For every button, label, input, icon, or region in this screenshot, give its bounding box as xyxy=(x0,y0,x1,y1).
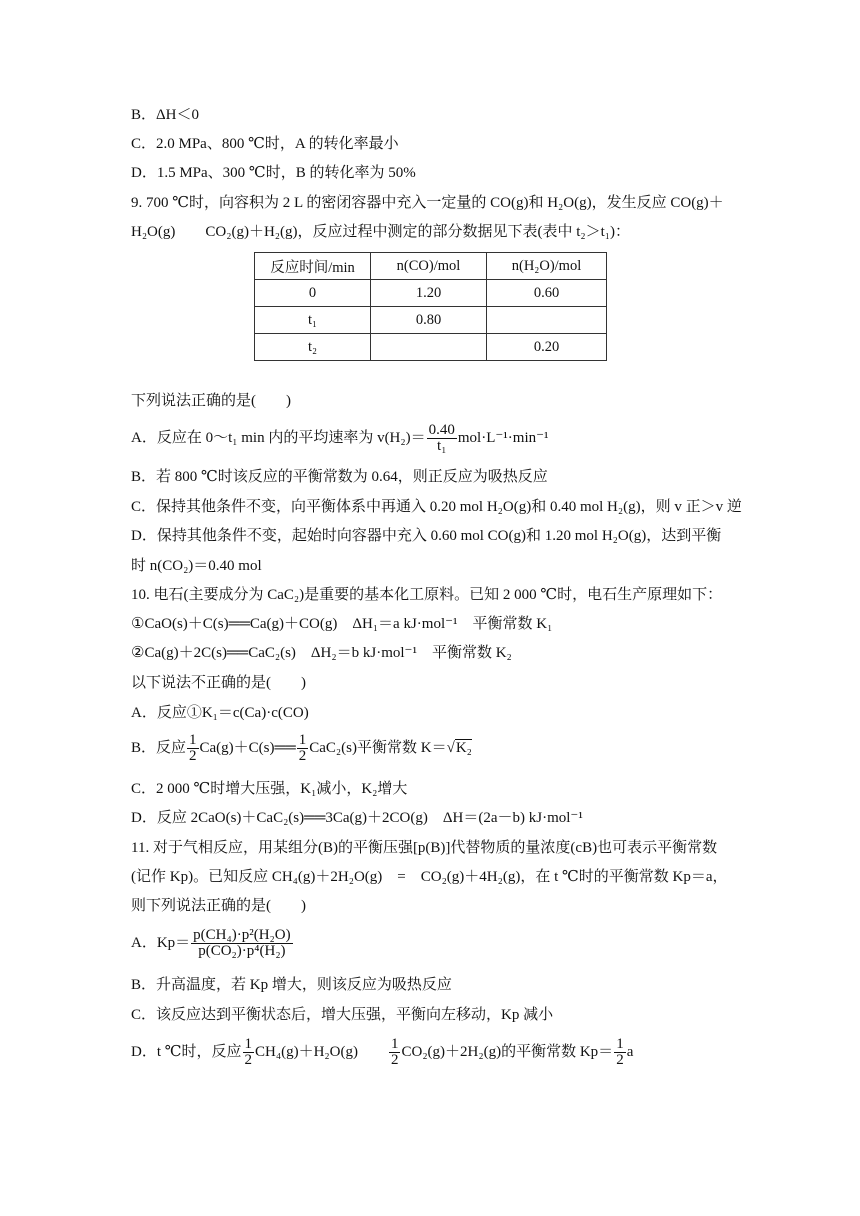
q9-option-d-line1: D．保持其他条件不变，起始时向容器中充入 0.60 mol CO(g)和 1.20 mol H₂O(g)，达到平衡 xyxy=(131,528,722,544)
q8-option-c: C．2.0 MPa、800 ℃时，A 的转化率最小 xyxy=(131,136,399,152)
table-header-cell: n(H₂O)/mol xyxy=(487,253,607,280)
q9-stem-line2: H₂O(g) CO₂(g)＋H₂(g)，反应过程中测定的部分数据见下表(表中 t₂＞t₁)： xyxy=(131,224,631,240)
frac-numerator: 1 xyxy=(298,732,307,749)
q11d-half-1 xyxy=(243,1037,255,1068)
q11d-half-3 xyxy=(614,1037,626,1068)
q11-option-b: B．升高温度，若 Kp 增大，则该反应为吸热反应 xyxy=(131,977,452,993)
q10b-middle: Ca(g)＋C(s)══ xyxy=(199,740,296,756)
frac-denominator: 2 xyxy=(616,1052,624,1069)
q11-stem-line2: (记作 Kp)。已知反应 CH₄(g)＋2H₂O(g) = CO₂(g)＋4H₂(g)，在 t ℃时的平衡常数 Kp＝a， xyxy=(131,869,728,885)
table-row xyxy=(255,307,607,334)
q9-stem-line1: 9. 700 ℃时，向容积为 2 L 的密闭容器中充入一定量的 CO(g)和 H₂O(g)，发生反应 CO(g)＋ xyxy=(131,195,724,211)
table-cell: 0 xyxy=(255,280,371,307)
table-header-cell: n(CO)/mol xyxy=(371,253,487,280)
q10-reaction-2: ②Ca(g)＋2C(s)══CaC₂(s) ΔH₂＝b kJ·mol⁻¹ 平衡常数 K₂ xyxy=(131,645,512,661)
q11d-prefix: D．t ℃时，反应 xyxy=(131,1044,242,1060)
q11d-suffix: CO₂(g)＋2H₂(g)的平衡常数 Kp＝ xyxy=(401,1044,614,1060)
frac-numerator: 1 xyxy=(244,1036,253,1053)
q11a-numerator: p(CH₄)·p²(H₂O) xyxy=(193,927,291,944)
frac-denominator: 2 xyxy=(244,1052,253,1069)
q11a-fraction xyxy=(191,928,292,959)
q9a-fraction xyxy=(427,423,457,454)
q9a-numerator: 0.40 xyxy=(428,422,455,439)
frac-denominator: 2 xyxy=(390,1052,399,1069)
q10-option-d: D．反应 2CaO(s)＋CaC₂(s)══3Ca(g)＋2CO(g) ΔH＝(2a－b) kJ·mol⁻¹ xyxy=(131,810,583,826)
q11-stem-line1: 11. 对于气相反应，用某组分(B)的平衡压强[p(B)]代替物质的量浓度(cB)也可表示平衡常数 xyxy=(131,840,718,856)
q11-option-c: C．该反应达到平衡状态后，增大压强，平衡向左移动，Kp 减小 xyxy=(131,1007,554,1023)
table-cell: 0.60 xyxy=(487,280,607,307)
frac-numerator: 1 xyxy=(390,1036,399,1053)
q9a-denominator: t₁ xyxy=(437,438,447,455)
q8-option-d: D．1.5 MPa、300 ℃时，B 的转化率为 50% xyxy=(131,165,416,181)
data-table xyxy=(254,252,607,361)
q9a-unit: mol·L⁻¹·min⁻¹ xyxy=(457,430,549,446)
q10b-prefix: B．反应 xyxy=(131,740,187,756)
table-row xyxy=(255,280,607,307)
frac-denominator: 2 xyxy=(298,748,307,765)
q10-question: 以下说法不正确的是( ) xyxy=(131,675,306,691)
q9-option-c: C．保持其他条件不变，向平衡体系中再通入 0.20 mol H₂O(g)和 0.40 mol H₂(g)，则 v 正＞v 逆 xyxy=(131,499,742,515)
q11d-end: a xyxy=(626,1044,634,1060)
table-row xyxy=(255,334,607,361)
table-cell: 0.20 xyxy=(487,334,607,361)
table-cell: 0.80 xyxy=(371,307,487,334)
q10-option-a: A．反应①K₁＝c(Ca)·c(CO) xyxy=(131,705,309,721)
q10b-suffix: CaC₂(s)平衡常数 K＝ xyxy=(309,740,447,756)
q8-option-b: B．ΔH＜0 xyxy=(131,107,199,123)
q9-option-b: B．若 800 ℃时该反应的平衡常数为 0.64，则正反应为吸热反应 xyxy=(131,469,548,485)
table-cell: t₂ xyxy=(255,334,371,361)
q9-option-a xyxy=(131,420,549,456)
q10-option-c: C．2 000 ℃时增大压强，K₁减小，K₂增大 xyxy=(131,781,408,797)
table-cell: 1.20 xyxy=(371,280,487,307)
q11-question: 则下列说法正确的是( ) xyxy=(131,898,306,914)
q11d-half-2 xyxy=(389,1037,401,1068)
q9a-prefix: A．反应在 0～t₁ min 内的平均速率为 v(H₂)＝ xyxy=(131,430,426,446)
frac-denominator: 2 xyxy=(189,748,197,765)
table-header-row xyxy=(255,253,607,280)
table-cell xyxy=(487,307,607,334)
q11-option-d xyxy=(131,1034,633,1070)
table-header-cell: 反应时间/min xyxy=(255,253,371,280)
q11a-denominator: p(CO₂)·p⁴(H₂) xyxy=(198,943,286,960)
q10b-half-2 xyxy=(297,733,309,764)
q11-option-a xyxy=(131,925,294,961)
q10b-half-1 xyxy=(187,733,199,764)
table-cell xyxy=(371,334,487,361)
q10-stem: 10. 电石(主要成分为 CaC₂)是重要的基本化工原料。已知 2 000 ℃时，电石生产原理如下： xyxy=(131,587,723,603)
table-cell: t₁ xyxy=(255,307,371,334)
q9-option-d-line2: 时 n(CO₂)＝0.40 mol xyxy=(131,558,262,574)
q11a-prefix: A．Kp＝ xyxy=(131,935,191,951)
q10-reaction-1: ①CaO(s)＋C(s)══Ca(g)＋CO(g) ΔH₁＝a kJ·mol⁻¹ 平衡常数 K₁ xyxy=(131,616,553,632)
q11d-middle: CH₄(g)＋H₂O(g) xyxy=(255,1044,388,1060)
frac-numerator: 1 xyxy=(189,732,197,749)
frac-numerator: 1 xyxy=(616,1036,624,1053)
q10-option-b: B．反应 $\frac{1}{2}$ Ca(g)＋C(s)══ $\frac{1}{2}$ CaC₂(s)平衡常数 K＝√K₂ xyxy=(131,732,472,765)
q10b-sqrt: K₂ xyxy=(455,740,472,756)
q9-question: 下列说法正确的是( ) xyxy=(131,393,291,409)
